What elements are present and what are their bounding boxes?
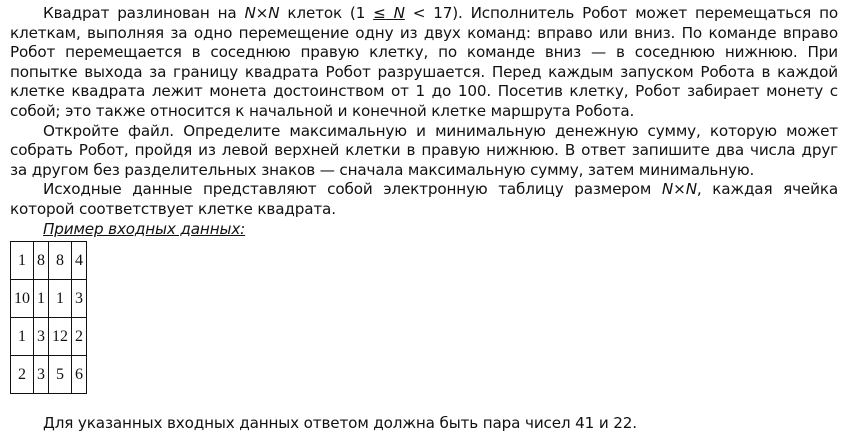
task-text: [10, 4, 838, 239]
paragraph-condition: [10, 4, 838, 122]
grid-cell: 10: [11, 280, 34, 318]
text-run: Исходные данные представляют собой электронную таблицу размером: [43, 180, 662, 199]
grid-cell: 2: [11, 356, 34, 394]
example-label-text: Пример входных данных:: [43, 219, 246, 238]
var-n: N: [268, 4, 280, 22]
grid-cell: 1: [11, 242, 34, 280]
var-n: N: [244, 4, 256, 22]
text-run: < 17). Исполнитель Робот может перемещаться по клеткам, выполняя за одно перемещение одну из двух команд: вправо или вниз. По команде вправо Робот перемещается в соседнюю правую клетку, по команде вниз — в соседнюю нижнюю. При попытке выхода за границу квадрата Робот разрушается. Перед каждым запуском Робота в каждой клетке квадрата лежит монета достоинством от 1 до 100. Посетив клетку, Робот забирает монету с собой; это также относится к начальной и конечной клетке маршрута Робота.: [10, 4, 838, 120]
grid-row: [11, 242, 87, 280]
text-run: , каждая ячейка которой соответствует клетке квадрата.: [10, 180, 838, 218]
grid-row: [11, 318, 87, 356]
example-label: [10, 220, 838, 240]
text-run: клеток (1: [279, 4, 374, 22]
grid-cell: 6: [72, 356, 87, 394]
paragraph-input-description: [10, 180, 838, 219]
grid-cell: 1: [49, 280, 72, 318]
grid-cell: 8: [49, 242, 72, 280]
grid-cell: 3: [72, 280, 87, 318]
var-n: N: [393, 4, 405, 22]
example-grid: [10, 241, 87, 394]
grid-cell: 4: [72, 242, 87, 280]
le-sign: ≤: [373, 4, 386, 22]
grid-cell: 3: [34, 356, 49, 394]
grid-cell: 12: [49, 318, 72, 356]
times-sign: ×: [673, 180, 686, 199]
times-sign: ×: [255, 4, 269, 22]
grid-row: [11, 280, 87, 318]
grid-cell: 3: [34, 318, 49, 356]
var-n: N: [685, 180, 697, 199]
var-n: N: [661, 180, 674, 199]
space: [386, 4, 394, 22]
grid-cell: 8: [34, 242, 49, 280]
answer-text: Для указанных входных данных ответом должна быть пара чисел 41 и 22.: [43, 414, 637, 432]
grid-row: [11, 356, 87, 394]
grid-cell: 1: [34, 280, 49, 318]
paragraph-instruction: Откройте файл. Определите максимальную и минимальную денежную сумму, которую может собрать Робот, пройдя из левой верхней клетки в правую нижнюю. В ответ запишите два числа друг за другом без разделительных знаков — сначала максимальную сумму, затем минимальную.: [10, 121, 838, 179]
grid-cell: 5: [49, 356, 72, 394]
grid-cell: 2: [72, 318, 87, 356]
grid-cell: 1: [11, 318, 34, 356]
text-run: Квадрат разлинован на: [43, 4, 245, 22]
